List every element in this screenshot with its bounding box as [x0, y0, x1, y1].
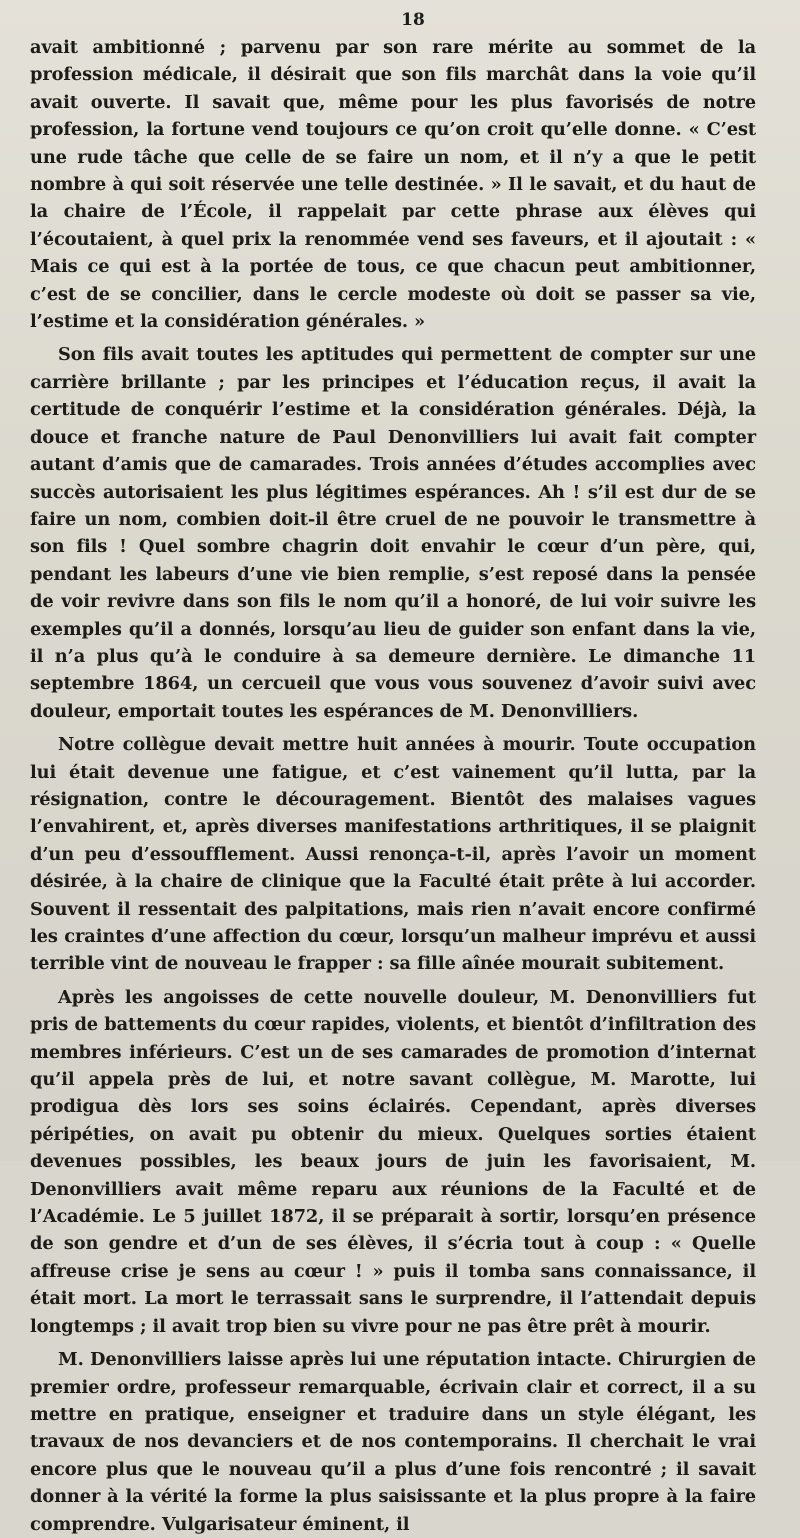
paragraph-2: Son fils avait toutes les aptitudes qui permettent de compter sur une carrière brillante ; par les principes et l’éducation reçus, il avait la certitude de conquérir l’estime et la considération générales. Déjà, la douce et franche nature de Paul Denonvilliers lui avait fait compter autant d’amis que de camarades. Trois années d’études accomplies avec succès autorisaient les plus légitimes espérances. Ah ! s’il est dur de se faire un nom, combien doit-il être cruel de ne pouvoir le transmettre à son fils ! Quel sombre chagrin doit envahir le cœur d’un père, qui, pendant les labeurs d’une vie bien remplie, s’est reposé dans la pensée de voir revivre dans son fils le nom qu’il a honoré, de lui voir suivre les exemples qu’il a donnés, lorsqu’au lieu de guider son enfant dans la vie, il n’a plus qu’à le conduire à sa demeure dernière. Le dimanche 11 septembre 1864, un cercueil que vous vous souvenez d’avoir suivi avec douleur, emportait toutes les espérances de M. Denonvilliers.	[30, 344, 756, 722]
paragraph-5: M. Denonvilliers laisse après lui une réputation intacte. Chirurgien de premier ordre, professeur remarquable, écrivain clair et correct, il a su mettre en pratique, enseigner et traduire dans un style élégant, les travaux de nos devanciers et de nos contemporains. Il cherchait le vrai encore plus que le nouveau qu’il a plus d’une fois rencontré ; il savait donner à la vérité la forme la plus saisissante et la plus propre à la faire comprendre. Vulgarisateur éminent, il	[30, 1349, 756, 1535]
page-number: 18	[401, 10, 425, 30]
paragraph-1: avait ambitionné ; parvenu par son rare mérite au sommet de la profession médicale, il désirait que son fils marchât dans la voie qu’il avait ouverte. Il savait que, même pour les plus favorisés de notre profession, la fortune vend toujours ce qu’on croit qu’elle donne. « C’est une rude tâche que celle de se faire un nom, et il n’y a que le petit nombre à qui soit réservée une telle destinée. » Il le savait, et du haut de la chaire de l’École, il rappelait par cette phrase aux élèves qui l’écoutaient, à quel prix la renommée vend ses faveurs, et il ajoutait : « Mais ce qui est à la portée de tous, ce que chacun peut ambitionner, c’est de se concilier, dans le cercle modeste où doit se passer sa vie, l’estime et la considération générales. »	[30, 37, 756, 333]
paragraph-3: Notre collègue devait mettre huit années à mourir. Toute occupation lui était devenue une fatigue, et c’est vainement qu’il lutta, par la résignation, contre le découragement. Bientôt des malaises vagues l’envahirent, et, après diverses manifestations arthritiques, il se plaignit d’un peu d’essoufflement. Aussi renonça-t-il, après l’avoir un moment désirée, à la chaire de clinique que la Faculté était prête à lui accorder. Souvent il ressentait des palpitations, mais rien n’avait encore confirmé les craintes d’une affection du cœur, lorsqu’un malheur imprévu et aussi terrible vint de nouveau le frapper : sa fille aînée mourait subitement.	[30, 734, 756, 975]
paragraph-4: Après les angoisses de cette nouvelle douleur, M. Denonvilliers fut pris de battements du cœur rapides, violents, et bientôt d’infiltration des membres inférieurs. C’est un de ses camarades de promotion d’internat qu’il appela près de lui, et notre savant collègue, M. Marotte, lui prodigua dès lors ses soins éclairés. Cependant, après diverses péripéties, on avait pu obtenir du mieux. Quelques sorties étaient devenues possibles, les beaux jours de juin les favorisaient, M. Denonvilliers avait même reparu aux réunions de la Faculté et de l’Académie. Le 5 juillet 1872, il se préparait à sortir, lorsqu’en présence de son gendre et d’un de ses élèves, il s’écria tout à coup : « Quelle affreuse crise je sens au cœur ! » puis il tomba sans connaissance, il était mort. La mort le terrassait sans le surprendre, il l’attendait depuis longtemps ; il avait trop bien su vivre pour ne pas être prêt à mourir.	[30, 986, 756, 1337]
